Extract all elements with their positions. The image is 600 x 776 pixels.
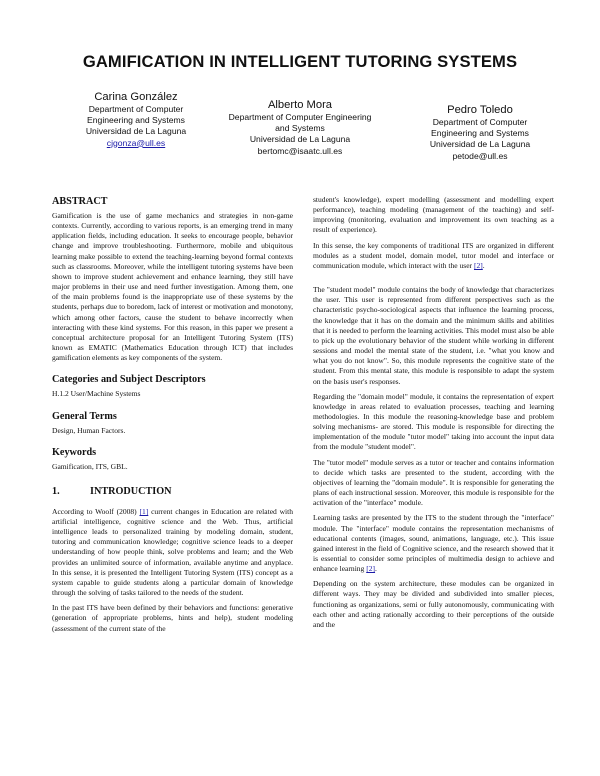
author-block-3 [400, 103, 560, 162]
citation-link[interactable]: [1] [139, 506, 149, 516]
author-email-link[interactable]: cjgonza@ull.es [106, 137, 166, 148]
intro-paragraph-1 [52, 507, 293, 598]
left-column [52, 196, 293, 639]
body-paragraph-3: The "student model" module contains the body of knowledge that characterizes the user. This user is represented from different perspectives such as the characteristic psycho-sociological aspects that influence the learning process, the knowledge that it has on the domain and the minimum skills and abilities that it is needed to perform the learning activities. This model must also be able to pick up the evolutionary behavior of the student while working in different sessions and model the mental state of the student, i.e. "what you know and what you do not know". So, this module represents the cognitive state of the student. From this mental state, this module is responsible to adapt the system on the basis user's responses. [313, 285, 554, 386]
body-text: Learning tasks are presented by the ITS to the student through the "interface" module. The "interface" module contains the representation mechanisms of educational contents (images, sound, animations, language, etc.). This issue gained interest in the field of Cognitive science, and the research showed that it is essential to consider some principles of multimedia design to achieve and enhance learning [313, 513, 554, 574]
body-text: In this sense, the key components of traditional ITS are organized in different modules as a student model, domain model, tutor model and interface or communication module, which interact with the user [313, 240, 554, 270]
intro-text: current changes in Education are related with artificial intelligence, cognitive science and the Web. Thus, artificial intelligence leads to personalized training by modeling domain, student, tutoring and communication knowledge; cognitive science leads to a deeper understanding of how people think, solve problems and learn; and the Web provides an unlimited source of information, available anytime and anyplace. In this sense, it is presented the Intelligent Tutoring System (ITS) concept as a system capable to guide students along a particular domain of knowledge through the solving of tasks tailored to the needs of the student. [52, 506, 293, 598]
author-name: Carina González [94, 91, 178, 103]
citation-link[interactable]: [2] [366, 564, 376, 574]
section-title: INTRODUCTION [90, 485, 172, 497]
paper-title: GAMIFICATION IN INTELLIGENT TUTORING SYSTEMS [82, 52, 518, 71]
body-paragraph-6 [313, 513, 554, 574]
author-department: Engineering and Systems [431, 128, 529, 139]
citation-link[interactable]: [2] [473, 260, 483, 270]
right-column [313, 195, 554, 635]
keywords-heading: Keywords [52, 446, 97, 458]
abstract-heading: ABSTRACT [52, 196, 108, 207]
author-department: Department of Computer Engineering [228, 112, 372, 122]
author-department: Department of Computer [88, 104, 184, 114]
body-paragraph-7: Depending on the system architecture, these modules can be organized in different ways. They may be divided and subdivided into smaller pieces, functioning as organizations, semi or fully autonomously, communicating with each other and acting rationally according to their perceptions of the outside and the [313, 579, 554, 629]
abstract-text: Gamification is the use of game mechanics and strategies in non-game contexts. Currently, according to various reports, is an emerging trend in many application fields, including education. It seeks to encourage people, behavior change and improve troubleshooting. Furthermore, mobile and ubiquitous learning make possible to extend the teaching-learning beyond formal contexts such as classrooms. Moreover, while the intelligent tutoring systems have been shown to improve student achievement and enhance learning, they still have major problems in their use and need further investigation. Among them, one of the main problems found is the inappropriate use of these systems by the students, perhaps due to boredom, lack of interest or motivation and monotony, which among other factors, cause the student to behave incorrectly when interacting with these kind systems. For this reason, in this paper we present a conceptual architecture proposal for an Intelligent Tutoring System (ITS) known as EMATIC (Mathematics Education through ICT) that includes gamification elements as key components of the system. [52, 211, 293, 363]
author-university: Universidad de La Laguna [429, 139, 531, 150]
author-department: Engineering and Systems [87, 115, 185, 126]
author-email: petode@ull.es [452, 150, 508, 161]
body-paragraph-1: student's knowledge), expert modelling (assessment and modelling expert performance), teaching modeling (management of the teaching) and self-improving (monitoring, evaluation and improvement its own teaching as a result of experience). [313, 195, 554, 235]
author-name: Pedro Toledo [447, 104, 513, 116]
body-text: . [375, 564, 377, 574]
general-terms-text: Design, Human Factors. [52, 425, 126, 435]
author-email: bertomc@isaatc.ull.es [257, 145, 343, 156]
author-university: Universidad de La Laguna [85, 126, 187, 137]
author-university: Universidad de La Laguna [249, 134, 351, 145]
author-name: Alberto Mora [267, 99, 333, 111]
intro-paragraph-2: In the past ITS have been defined by their behaviors and functions: generative (generation of appropriate problems, hints and help), student modeling (assessment of the current state of the [52, 603, 293, 633]
body-paragraph-2 [313, 241, 554, 271]
author-block-2 [210, 98, 390, 157]
author-block-1 [56, 90, 216, 149]
author-department: and Systems [275, 123, 325, 134]
introduction-heading [52, 486, 293, 498]
categories-text: H.1.2 User/Machine Systems [52, 389, 141, 399]
body-paragraph-4: Regarding the "domain model" module, it contains the representation of expert knowledge in areas related to evaluation processes, teaching and learning methodologies. In this module the reasoning-knowledge base and problem solving mechanisms- are stored. This module is responsible for directing the implementation of the module "tutor model" taking into account the input data from the module "student model". [313, 391, 554, 452]
categories-heading: Categories and Subject Descriptors [52, 374, 206, 386]
section-number: 1. [52, 485, 60, 497]
body-paragraph-5: The "tutor model" module serves as a tutor or teacher and contains information to decide which tasks are presented to the student, according with the objectives of learning the "domain module". It is responsible for generating the plans of each instructional session. Moreover, this module is responsible for the activation of the "interface" module. [313, 457, 554, 508]
intro-text: According to Woolf (2008) [52, 506, 140, 516]
author-department: Department of Computer [432, 117, 528, 127]
keywords-text: Gamification, ITS, GBL. [52, 461, 128, 471]
body-text: . [482, 260, 485, 270]
general-terms-heading: General Terms [52, 410, 117, 422]
